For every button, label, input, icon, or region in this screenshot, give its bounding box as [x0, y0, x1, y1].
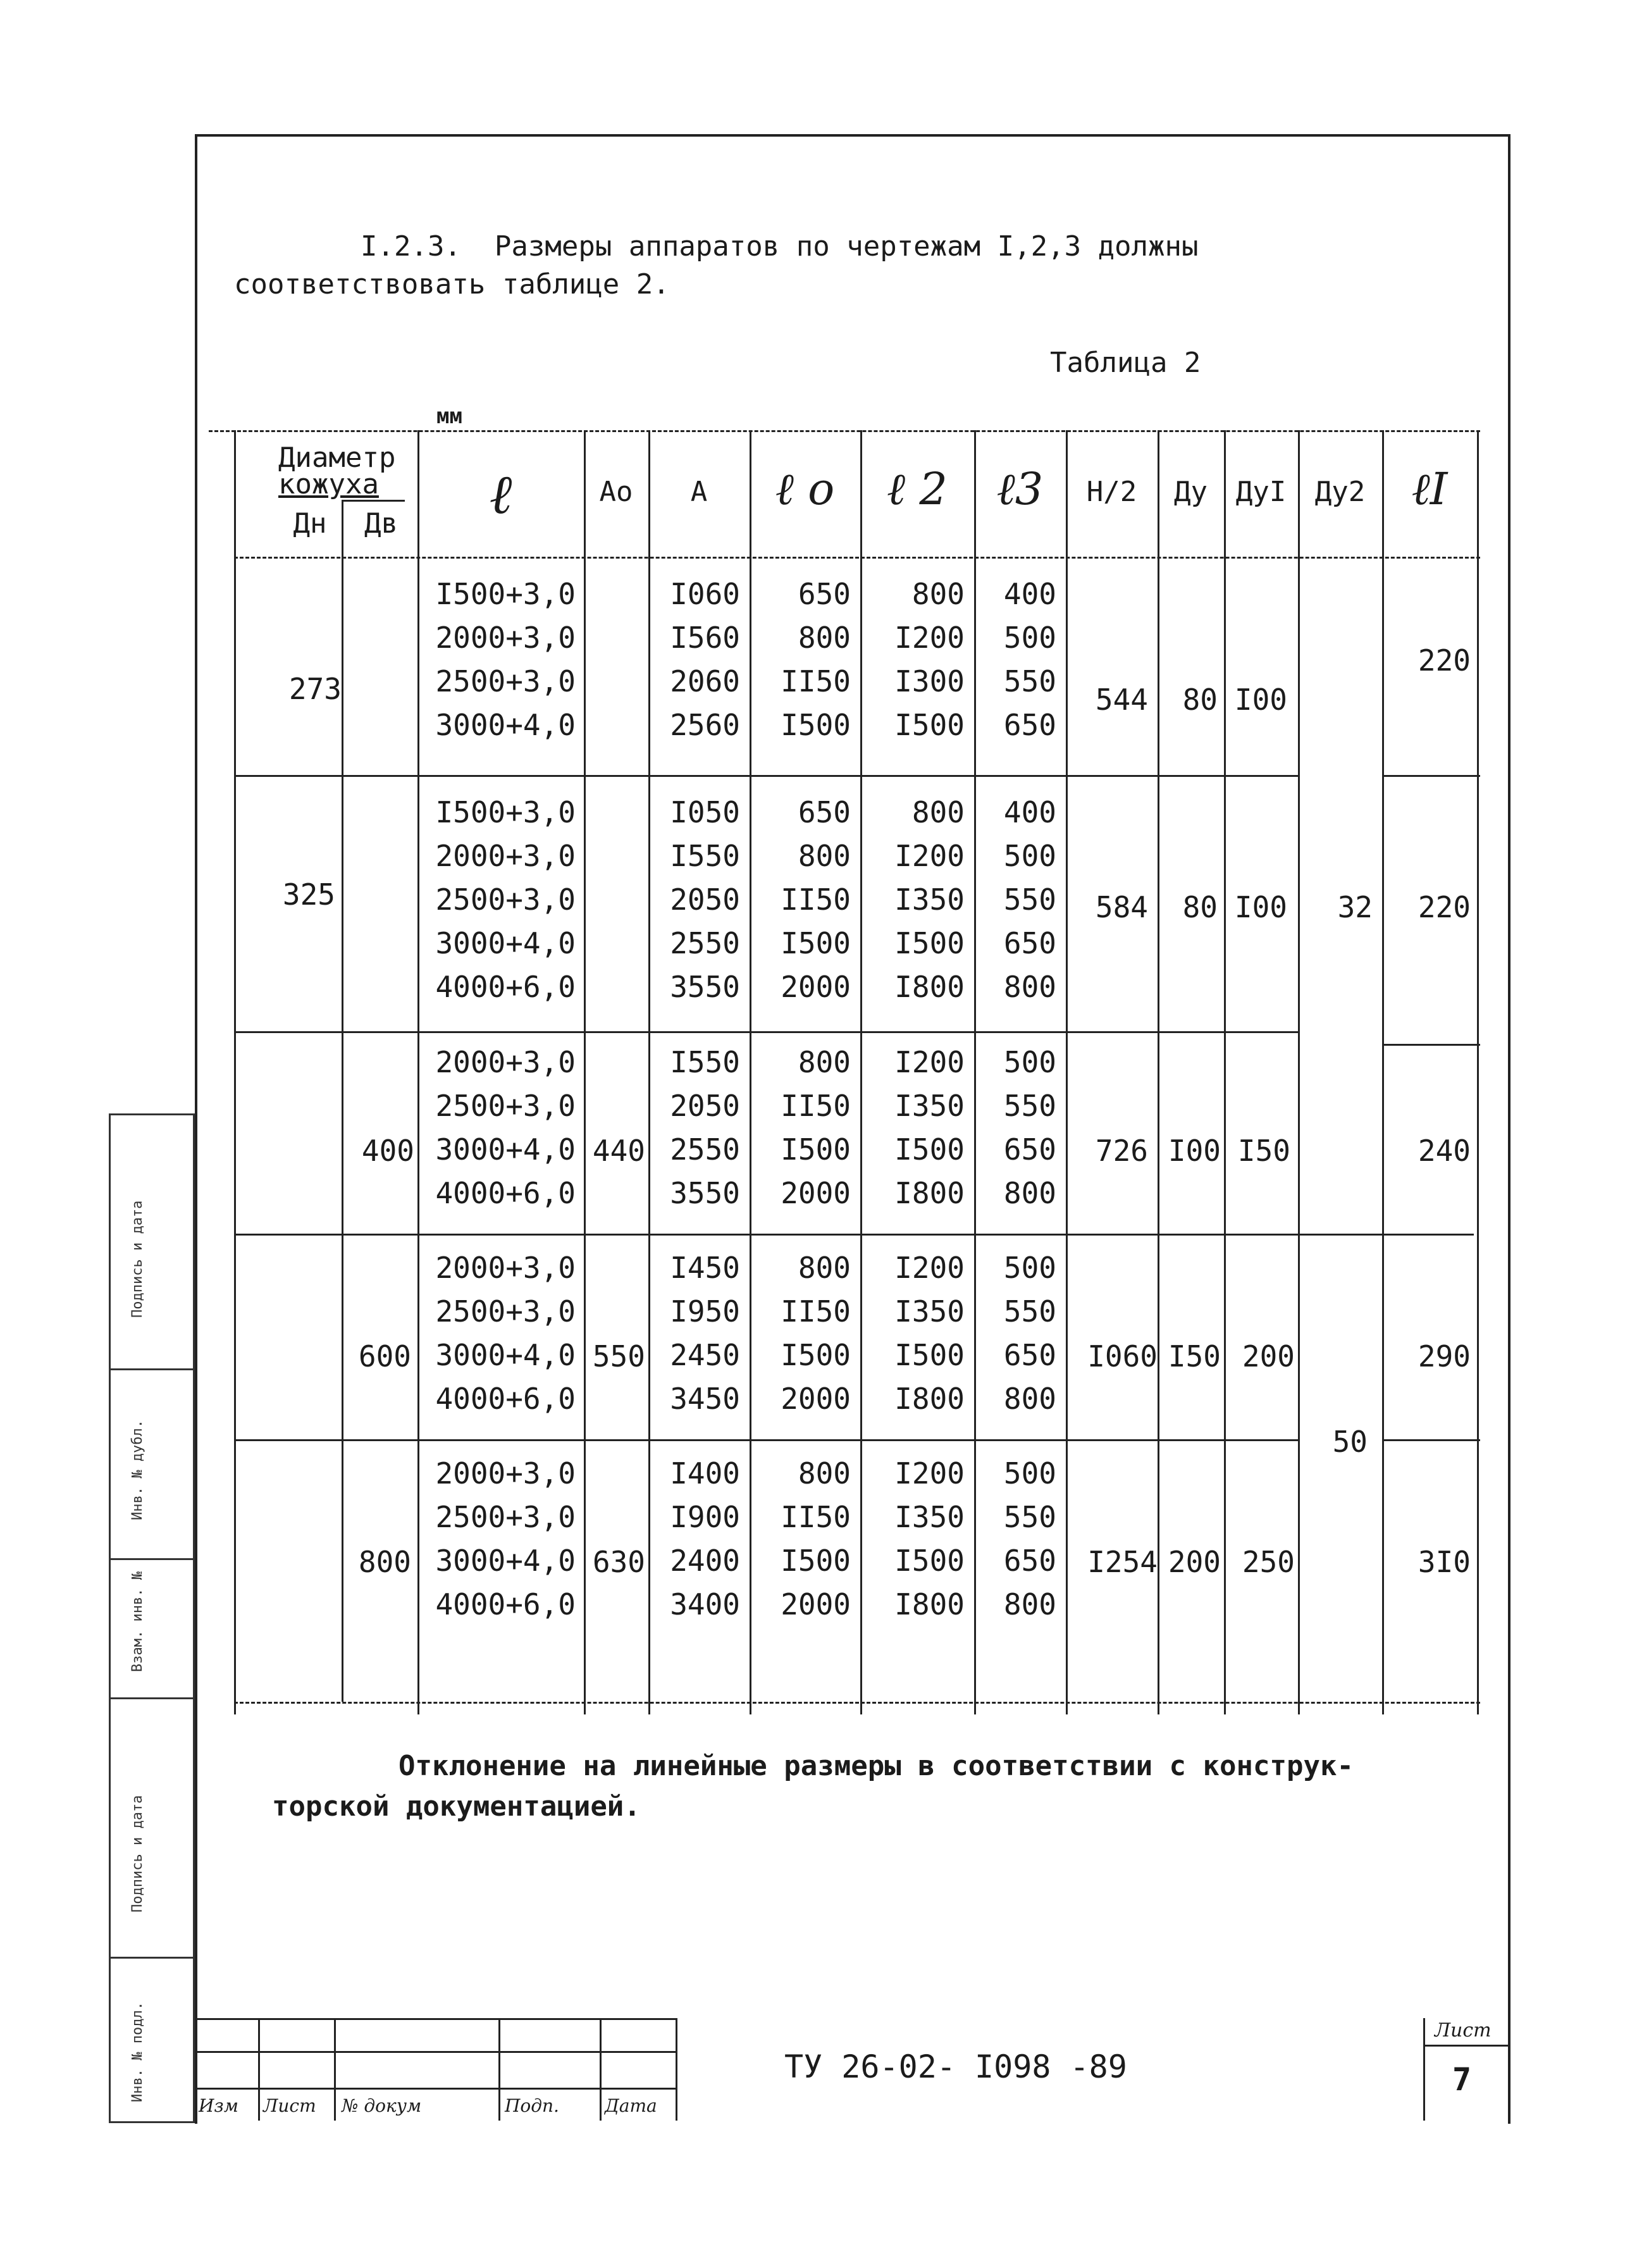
side-label-signature-1: Подпись и дата	[130, 1200, 145, 1318]
tolerance-note	[272, 1746, 1354, 1827]
cell-du2: 50	[1332, 1425, 1368, 1459]
dimensions-table	[234, 430, 1480, 1714]
cell-du1: 200	[1242, 1339, 1295, 1373]
header-diameter: Диаметр	[278, 442, 396, 474]
cell-l2: 800 I200 I350 I500 I800	[894, 795, 965, 1004]
header-du1: ДуI	[1235, 476, 1287, 508]
sheet-number: 7	[1452, 2061, 1472, 2098]
cell-a: I050 I550 2050 2550 3550	[670, 795, 740, 1004]
stamp-label-sign: Подп.	[505, 2095, 559, 2116]
cell-l: 2000+3,0 2500+3,0 3000+4,0 4000+6,0	[435, 1251, 576, 1416]
cell-a: I450 I950 2450 3450	[670, 1251, 740, 1416]
cell-l3: 500 550 650 800	[1003, 1251, 1056, 1416]
cell-l0: 800 II50 I500 2000	[781, 1456, 851, 1621]
side-label-replace-inv: Взам. инв. №	[130, 1571, 145, 1672]
cell-l0: 650 800 II50 I500 2000	[781, 795, 851, 1004]
cell-l: 2000+3,0 2500+3,0 3000+4,0 4000+6,0	[435, 1045, 576, 1210]
cell-du: 200	[1168, 1545, 1221, 1579]
cell-l2: 800 I200 I300 I500	[894, 577, 965, 742]
sheet-label: Лист	[1435, 2019, 1492, 2042]
intro-line-1: I.2.3. Размеры аппаратов по чертежам I,2,3 должны	[361, 230, 1199, 263]
header-a: А	[690, 476, 708, 508]
cell-a: I060 I560 2060 2560	[670, 577, 740, 742]
side-label-dup-inv: Инв. № дубл.	[130, 1420, 145, 1520]
cell-dn: 273	[288, 672, 342, 706]
header-h2: Н/2	[1086, 476, 1137, 508]
cell-h2: 726	[1095, 1134, 1148, 1168]
header-du2: Ду2	[1314, 476, 1366, 508]
cell-du: I00	[1168, 1134, 1221, 1168]
note-line-2: торской документацией.	[272, 1790, 641, 1823]
cell-l1: 290	[1418, 1339, 1471, 1373]
side-strip	[109, 1113, 195, 2123]
cell-l3: 400 500 550 650	[1003, 577, 1056, 742]
cell-h2: I060	[1087, 1339, 1158, 1373]
cell-l2: I200 I350 I500 I800	[894, 1251, 965, 1416]
title-block-grid	[195, 2018, 676, 2121]
sheet-box-divider	[1423, 2045, 1510, 2047]
cell-a: I400 I900 2400 3400	[670, 1456, 740, 1621]
cell-ao: 440	[592, 1134, 645, 1168]
note-line-1: Отклонение на линейные размеры в соответствии с конструк-	[398, 1750, 1354, 1782]
header-l1: ℓI	[1411, 463, 1448, 515]
cell-a: I550 2050 2550 3550	[670, 1045, 740, 1210]
cell-du1: 250	[1242, 1545, 1295, 1579]
cell-dv: 400	[361, 1134, 414, 1168]
side-label-original-inv: Инв. № подл.	[130, 2002, 145, 2102]
header-dn: Дн	[293, 507, 327, 540]
table-caption: Таблица 2	[1050, 347, 1201, 379]
cell-dv: 600	[358, 1339, 411, 1373]
cell-l: I500+3,0 2000+3,0 2500+3,0 3000+4,0	[435, 577, 576, 742]
cell-l3: 500 550 650 800	[1003, 1045, 1056, 1210]
cell-du1: I00	[1234, 890, 1287, 924]
cell-h2: 544	[1095, 683, 1148, 717]
stamp-label-change: Изм	[199, 2095, 238, 2116]
units-label: мм	[436, 404, 462, 429]
cell-l2: I200 I350 I500 I800	[894, 1045, 965, 1210]
side-label-signature-2: Подпись и дата	[130, 1795, 145, 1912]
cell-du2: 32	[1337, 890, 1373, 924]
cell-h2: I254	[1087, 1545, 1158, 1579]
header-du: Ду	[1174, 476, 1208, 508]
intro-line-2: соответствовать таблице 2.	[234, 268, 670, 301]
cell-l1: 240	[1418, 1134, 1471, 1168]
cell-du: 80	[1182, 890, 1218, 924]
cell-l3: 400 500 550 650 800	[1003, 795, 1056, 1004]
stamp-label-doc: № докум	[342, 2095, 422, 2116]
stamp-label-date: Дата	[605, 2095, 657, 2116]
cell-du1: I50	[1237, 1134, 1290, 1168]
header-l2: ℓ 2	[887, 463, 948, 515]
header-casing: кожуха	[278, 468, 379, 500]
cell-l0: 800 II50 I500 2000	[781, 1251, 851, 1416]
header-ao: Ао	[599, 476, 633, 508]
cell-h2: 584	[1095, 890, 1148, 924]
intro-paragraph	[234, 228, 1436, 304]
cell-dn: 325	[282, 877, 335, 912]
stamp-label-sheet: Лист	[263, 2095, 316, 2116]
header-l: ℓ	[489, 463, 512, 526]
header-dv: Дв	[364, 507, 398, 540]
cell-l0: 650 800 II50 I500	[781, 577, 851, 742]
cell-dv: 800	[358, 1545, 411, 1579]
cell-ao: 630	[592, 1545, 645, 1579]
cell-l0: 800 II50 I500 2000	[781, 1045, 851, 1210]
cell-l: 2000+3,0 2500+3,0 3000+4,0 4000+6,0	[435, 1456, 576, 1621]
cell-l2: I200 I350 I500 I800	[894, 1456, 965, 1621]
cell-l: I500+3,0 2000+3,0 2500+3,0 3000+4,0 4000+6,0	[435, 795, 576, 1004]
header-l0: ℓ о	[775, 463, 835, 515]
cell-ao: 550	[592, 1339, 645, 1373]
header-l3: ℓ3	[996, 463, 1044, 515]
document-code: ТУ 26-02- I098 -89	[784, 2048, 1127, 2085]
cell-l1: 3I0	[1418, 1545, 1471, 1579]
cell-l3: 500 550 650 800	[1003, 1456, 1056, 1621]
cell-l1: 220	[1418, 643, 1471, 678]
cell-l1: 220	[1418, 890, 1471, 924]
cell-du1: I00	[1234, 683, 1287, 717]
cell-du: I50	[1168, 1339, 1221, 1373]
cell-du: 80	[1182, 683, 1218, 717]
